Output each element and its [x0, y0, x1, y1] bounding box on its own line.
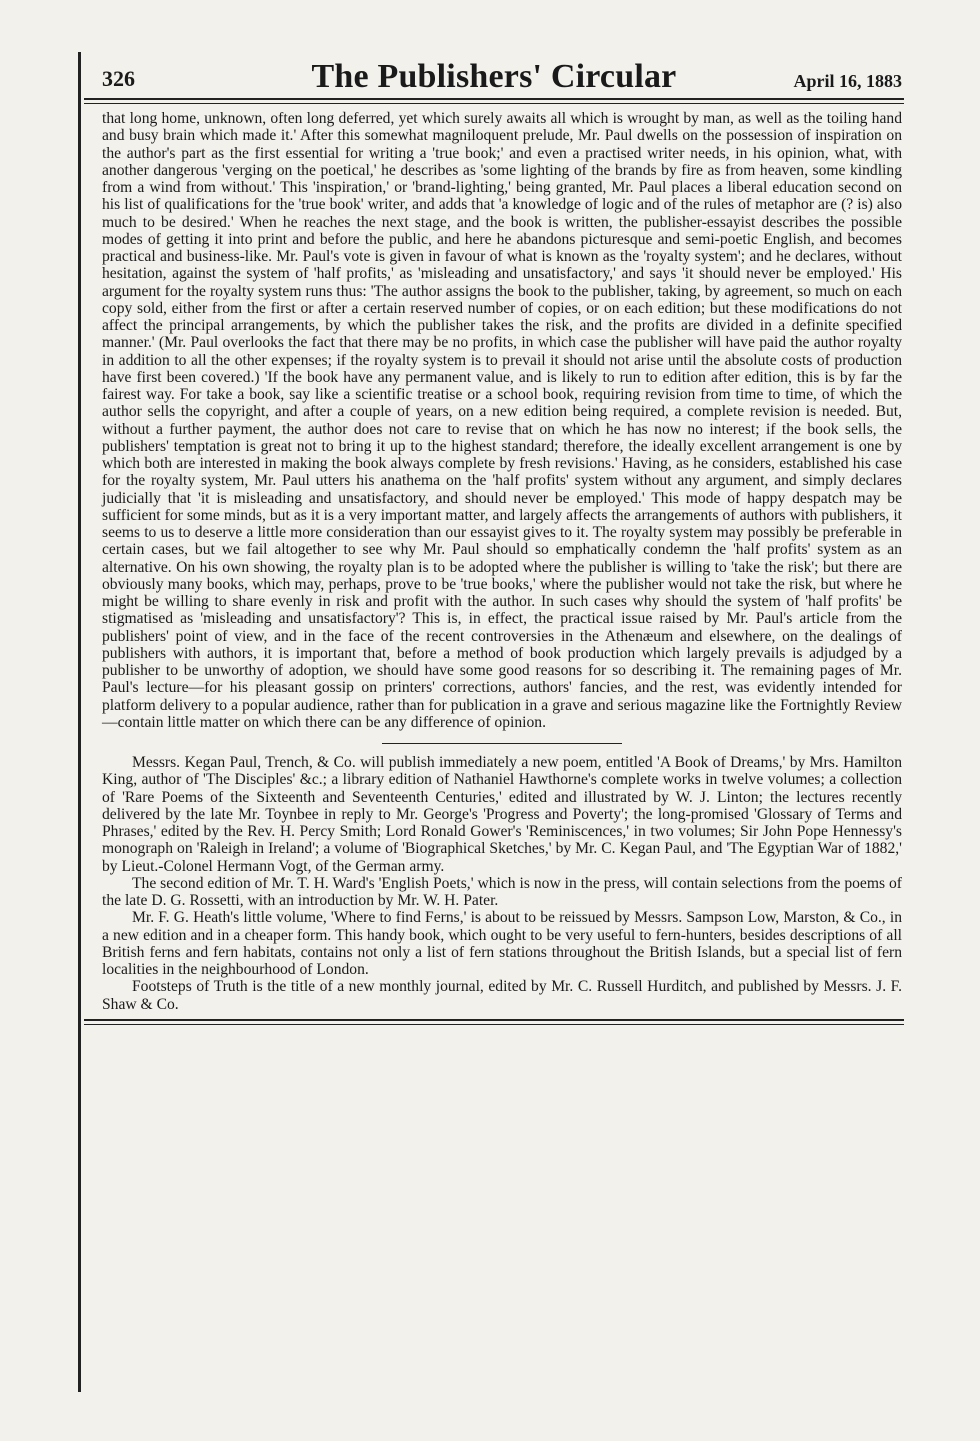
note-kegan-paul: Messrs. Kegan Paul, Trench, & Co. will publish immediately a new poem, entitled 'A Book of Dreams,' by Mrs. Hamilton King, author of 'The Disciples' &c.; a library edition of Nathaniel Hawthorne's complete works in twelve volumes; a collection of 'Rare Poems of the Sixteenth and Seventeenth Centuries,' edited and illustrated by W. J. Linton; the lectures recently delivered by the late Mr. Toynbee in reply to Mr. George's 'Progress and Poverty'; the long-promised 'Glossary of Terms and Phrases,' edited by the Rev. H. Percy Smith; Lord Ronald Gower's 'Reminiscences,' in two volumes; Sir John Pope Hennessy's monograph on 'Raleigh in Ireland'; a volume of 'Biographical Sketches,' by Mr. C. Kegan Paul, and 'The Egyptian War of 1882,' by Lieut.-Colonel Hermann Vogt, of the German army. — [102, 754, 902, 875]
left-margin-rule — [78, 52, 81, 1392]
body-text — [84, 104, 904, 1013]
publication-title: The Publishers' Circular — [311, 58, 677, 95]
note-heath-ferns: Mr. F. G. Heath's little volume, 'Where to find Ferns,' is about to be reissued by Messrs. Sampson Low, Marston, & Co., in a new edition and in a cheaper form. This handy book, which ought to be very useful to fern-hunters, besides descriptions of all British ferns and fern habitats, contains not only a list of fern stations throughout the British Islands, but a special list of fern localities in the neighbourhood of London. — [102, 909, 902, 978]
footer-rule — [84, 1019, 904, 1025]
page — [84, 52, 904, 1392]
issue-date: April 16, 1883 — [793, 71, 902, 91]
page-number: 326 — [102, 66, 135, 91]
article-paragraph: that long home, unknown, often long deferred, yet which surely awaits all which is wrought by man, as well as the toiling hand and busy brain which made it.' After this somewhat magniloquent prelude, Mr. Paul dwells on the possession of inspiration on the author's part as the first essential for writing a 'true book;' and even a practised writer needs, in his opinion, what, with another dangerous 'verging on the poetical,' he describes as 'some lighting of the brands by fire as from heaven, some kindling from a wind from without.' This 'inspiration,' or 'brand-lighting,' being granted, Mr. Paul places a liberal education second on his list of qualifications for the 'true book' writer, and adds that 'a knowledge of logic and of the rules of metaphor are (? is) also much to be desired.' When he reaches the next stage, and the book is written, the publisher-essayist describes the possible modes of getting it into print and before the public, and here he abandons picturesque and semi-poetic English, and becomes practical and business-like. Mr. Paul's vote is given in favour of what is known as the 'royalty system'; and he declares, without hesitation, against the system of 'half profits,' as 'misleading and unsatisfactory,' and says 'it should never be employed.' His argument for the royalty system runs thus: 'The author assigns the book to the publisher, taking, by agreement, so much on each copy sold, either from the first or after a certain reserved number of copies, or on each edition; but these modifications do not affect the principal arrangements, by which the publisher takes the risk, and the profits are divided in a definite specified manner.' (Mr. Paul overlooks the fact that there may be no profits, in which case the publisher will have paid the author royalty in addition to all the other expenses; if the royalty system is to prevail it should not arise until the absolute costs of production have first been covered.) 'If the book have any permanent value, and is likely to run to edition after edition, this is by far the fairest way. For take a book, say like a scientific treatise or a school book, requiring revision from time to time, of which the author sells the copyright, and after a couple of years, on a new edition being required, a complete revision is needed. But, without a further payment, the author does not care to revise that on which he has now no interest; if the book sells, the publishers' temptation is great not to bring it up to the highest standard; therefore, the ideally excellent arrangement is one by which both are interested in making the book always complete by fresh revisions.' Having, as he considers, established his case for the royalty system, Mr. Paul utters his anathema on the 'half profits' system without any argument, and simply declares judicially that 'it is misleading and unsatisfactory, and should never be employed.' This mode of happy despatch may be sufficient for some minds, but as it is a very important matter, and largely affects the arrangements of authors with publishers, it seems to us to deserve a little more consideration than our essayist gives to it. The royalty system may possibly be preferable in certain cases, but we fail altogether to see why Mr. Paul should so emphatically condemn the 'half profits' system as an alternative. On his own showing, the royalty plan is to be adopted where the publisher is willing to 'take the risk'; but there are obviously many books, which may, perhaps, prove to be 'true books,' where the publisher would not take the risk, but where he might be willing to share evenly in risk and profit with the author. In such cases why should the system of 'half profits' be stigmatised as 'misleading and unsatisfactory'? This is, in effect, the practical issue raised by Mr. Paul's article from the publishers' point of view, and in the face of the recent controversies in the Athenæum and elsewhere, on the dealings of publishers with authors, it is important that, before a method of book production which largely prevails is adjudged by a publisher to be unworthy of adoption, we should have some good reasons for so describing it. The remaining pages of Mr. Paul's lecture—for his pleasant gossip on printers' corrections, authors' fancies, and the rest, was evidently intended for platform delivery to a popular audience, rather than for publication in a grave and serious magazine like the Fortnightly Review—contain little matter on which there can be any difference of opinion. — [102, 110, 902, 731]
note-footsteps-of-truth: Footsteps of Truth is the title of a new monthly journal, edited by Mr. C. Russell Hurditch, and published by Messrs. J. F. Shaw & Co. — [102, 978, 902, 1013]
running-header — [84, 52, 904, 98]
section-separator — [382, 743, 622, 744]
note-ward-english-poets: The second edition of Mr. T. H. Ward's 'English Poets,' which is now in the press, will contain selections from the poems of the late D. G. Rossetti, with an introduction by Mr. W. H. Pater. — [102, 874, 902, 909]
